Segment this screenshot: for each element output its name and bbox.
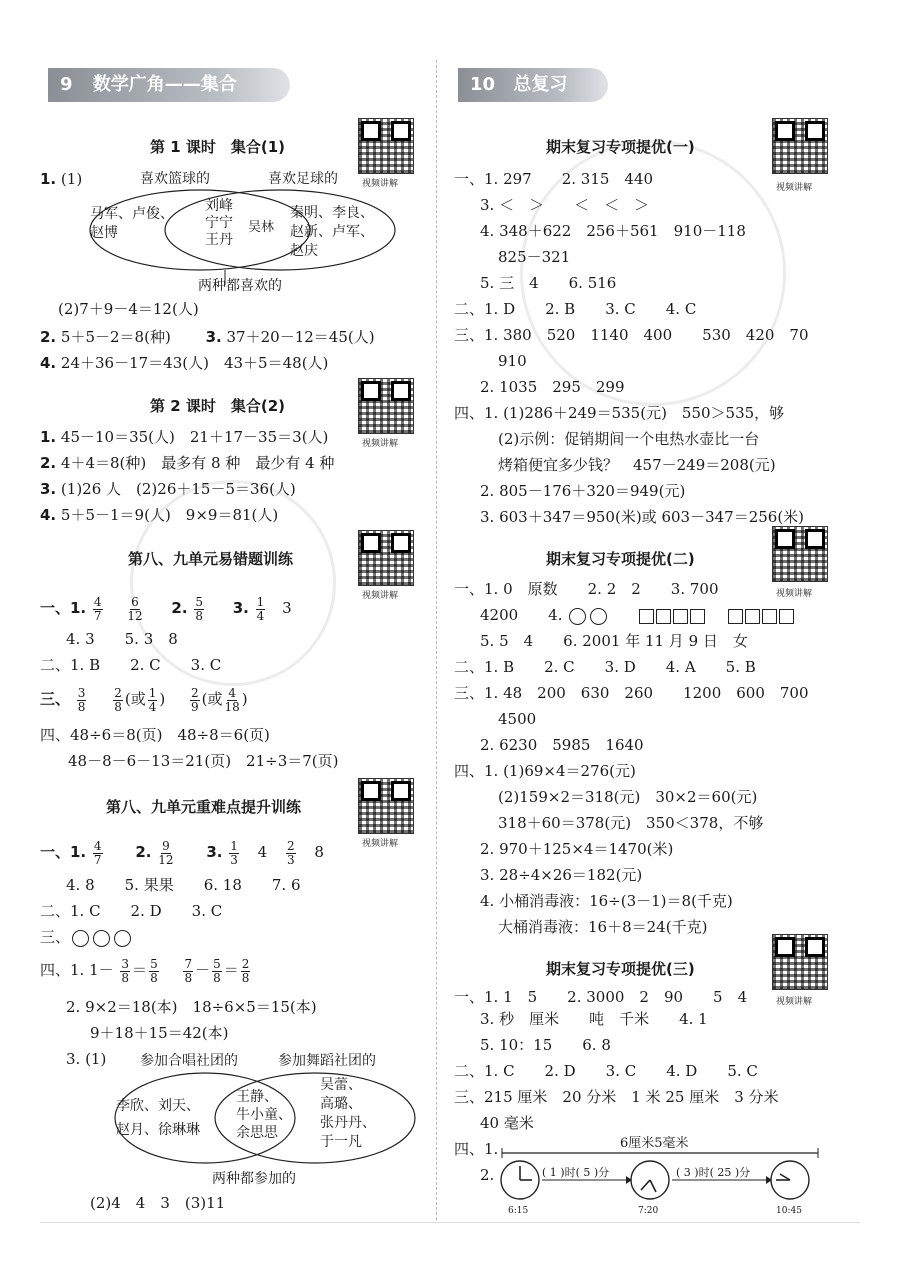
venn-intersection: 刘峰 宁宁 王丹 (205, 198, 233, 248)
fraction: $\frac{2}{9}$ (191, 685, 199, 714)
q-number: 2. (135, 843, 152, 861)
square-icon (639, 609, 654, 624)
q-sub: (1) (60, 170, 83, 188)
answer-line: 5. 5 4 6. 2001 年 11 月 9 日 女 (480, 632, 748, 650)
fraction: $\frac{1}{4}$ (148, 685, 157, 714)
square-icon (656, 609, 671, 624)
answer-line: 二、1. B 2. C 3. D 4. A 5. B (454, 658, 756, 676)
square-icon (728, 609, 743, 624)
qr-caption: 视频讲解 (776, 183, 813, 193)
fraction: $\frac{2}{3}$ (287, 838, 295, 867)
banner-number: 10 (470, 74, 496, 95)
answer-line: 三、1. 380 520 1140 400 530 420 70 (454, 326, 809, 344)
fraction: $\frac{7}{8}$ (184, 956, 193, 985)
section-title: 第八、九单元易错题训练 (128, 550, 294, 568)
fraction: $\frac{2}{8}$ (241, 956, 250, 985)
answer-line: 三、1. 48 200 630 260 1200 600 700 (454, 684, 809, 702)
answer-line: 一、1. 297 2. 315 440 (454, 170, 654, 188)
venn-left-title: 喜欢篮球的 (140, 171, 210, 187)
answer-line: 9＋18＋15＝42(本) (90, 1024, 229, 1042)
answer-line: 5. 三 4 6. 516 (480, 274, 617, 292)
qr-caption: 视频讲解 (362, 439, 399, 449)
fraction: $\frac{4}{18}$ (224, 685, 240, 714)
q-number: 3. (232, 599, 249, 617)
fraction: $\frac{6}{12}$ (127, 594, 143, 623)
elapsed-label: ( 3 )时( 25 )分 (676, 1166, 751, 1179)
circle-icon (569, 608, 586, 625)
answer-line: 四、48÷6＝8(页) 48÷8＝6(页) (40, 726, 270, 744)
answer-line: 一、1. 0 原数 2. 2 2 3. 700 (454, 580, 719, 598)
answer-line: 318＋60＝378(元) 350＜378，不够 (498, 814, 764, 832)
chapter-banner-10 (458, 68, 608, 102)
venn-left-set: 李欣、刘天、 赵月、徐琳琳 (116, 1098, 200, 1138)
answer-line: 4. 小桶消毒液：16÷(3－1)＝8(千克) (480, 892, 733, 910)
qr-caption: 视频讲解 (776, 589, 813, 599)
answer-text: 4200 4. (480, 606, 563, 624)
footer-rule (40, 1222, 860, 1223)
answer-text: 3 (282, 599, 292, 617)
section-title: 第 2 课时 集合(2) (150, 397, 286, 415)
fraction: $\frac{2}{8}$ (114, 685, 122, 714)
banner-title: 总复习 (513, 74, 568, 95)
venn-bottom-label: 两种都喜欢的 (198, 278, 282, 294)
square-icon (690, 609, 705, 624)
venn-right-set: 吴蕾、 高璐、 张丹丹、 于一凡 (320, 1077, 376, 1150)
fraction: $\frac{4}{7}$ (93, 594, 102, 623)
qr-code-icon[interactable] (772, 934, 828, 990)
section-title: 第八、九单元重难点提升训练 (106, 798, 302, 816)
answer-line: 5. 10：15 6. 8 (480, 1036, 611, 1054)
qr-code-icon[interactable] (772, 118, 828, 174)
answer-line: 45－10＝35(人) 21＋17－35＝3(人) (60, 428, 329, 446)
venn-intersection: 王静、 牛小童、 余思思 (236, 1089, 292, 1141)
answer-line: 2. 970＋125×4＝1470(米) (480, 840, 674, 858)
answer-line: 4. 8 5. 果果 6. 18 7. 6 (66, 876, 301, 894)
column-divider (436, 60, 437, 1220)
answer-line: 4. 3 5. 3 8 (66, 630, 178, 648)
q-number: 一、1. (40, 843, 87, 861)
fraction: $\frac{1}{4}$ (256, 594, 265, 623)
qr-code-icon[interactable] (358, 118, 414, 174)
section-title: 期末复习专项提优(一) (546, 138, 695, 156)
answer-line: 4500 (498, 710, 537, 728)
qr-code-icon[interactable] (358, 778, 414, 834)
answer-line: 5＋5－1＝9(人) 9×9＝81(人) (60, 506, 279, 524)
answer-line: 40 毫米 (480, 1114, 534, 1132)
answer-line: (2)7＋9－4＝12(人) (58, 300, 199, 318)
answer-line: 2. 805－176＋320＝949(元) (480, 482, 686, 500)
answer-line: 3. 28÷4×26＝182(元) (480, 866, 643, 884)
answer-line: (2)示例：促销期间一个电热水壶比一台 (498, 430, 760, 448)
qr-caption: 视频讲解 (776, 997, 813, 1007)
q-number: 三、 (40, 690, 71, 708)
left-column: 9 数学广角——集合 第 1 课时 集合(1) 视频讲解 1. (1) 喜欢篮球的 喜欢足球的 马军、卢俊、 赵博 刘峰 宁宁 王丹 吴林 秦明、李良、 赵新、卢军、 赵庆 两种都喜欢的 (2)7＋9－4＝12(人) 2. 5＋5－2＝8(种) 3. 37＋20－12＝45(人) 4. 24＋36－17＝43(人) 43＋5＝48(人) 第 2 课时 集合(2) 视频讲解 1. 45－10＝35(人) 21＋17－35＝3(人) 2. 4＋4＝8(种) 最多有 8 种 最少有 4 种 3. (1)26 人 (2)26＋15－5＝36(人) 4. 5＋5－1＝9(人) 9×9＝81(人) 第八、九单元易错题训练 视频讲解 一、1. $\frac{4}{7}$ $\frac{6}{12}$ 2. $\frac{5}{8}$ 3. $\frac{1}{4}$ 3 4. 3 5. 3 8 二、1. B 2. C 3. C 三、 $\frac{3}{8}$ $\frac{2}{8}$ (或 $\frac{1}{4}$ ) $\frac{2}{9}$ (或 $\frac{4}{18}$ ) 四、48÷6＝8(页) 48÷8＝6(页) 48－8－6－13＝21(页) 21÷3＝7(页) 第八、九单元重难点提升训练 视频讲解 一、1. $\frac{4}{7}$ 2. $\frac{9}{12}$ 3. $\frac{1}{3}$ 4 $\frac{2}{3}$ 8 4. 8 5. 果果 6. 18 7. 6 二、1. C 2. D 3. C 三、 四、1. 1－ $\frac{3}{8}$ ＝ $\frac{5}{8}$ $\frac{7}{8}$ － $\frac{5}{8}$ ＝ $\frac{2}{8}$ 2. 9×2＝18(本) 18÷6×5＝15(本) 9＋18＋15＝42(本) 3. (1) 参加合唱社团的 参加舞蹈社团的 李欣、刘天、 赵月、徐琳琳 王静、 牛小童、 余思思 吴蕾、 高璐、 张丹丹、 于一凡 两种都参加的 (2)4 4 3 (3)11 (0, 0, 430, 1240)
answer-line: 四、1. (454, 1140, 499, 1158)
answer-text: 24＋36－17＝43(人) 43＋5＝48(人) (60, 354, 329, 372)
venn-bottom-label: 两种都参加的 (212, 1171, 296, 1187)
answer-line: 3. ＜ ＞ ＜ ＜ ＞ (480, 196, 650, 214)
qr-caption: 视频讲解 (362, 839, 399, 849)
qr-caption: 视频讲解 (362, 179, 399, 189)
banner-title: 数学广角——集合 (92, 74, 237, 95)
answer-line: 烤箱便宜多少钱？ 457－249＝208(元) (498, 456, 776, 474)
banner-number: 9 (60, 74, 73, 95)
q-number: 1. (40, 170, 57, 188)
answer-line: 2. 6230 5985 1640 (480, 736, 644, 754)
q-number: 3. (206, 843, 223, 861)
qr-code-icon[interactable] (772, 526, 828, 582)
fraction: $\frac{1}{3}$ (230, 838, 238, 867)
venn-left-set: 马军、卢俊、 赵博 (90, 206, 174, 241)
circle-icon (114, 930, 131, 947)
answer-line: 大桶消毒液：16＋8＝24(千克) (498, 918, 708, 936)
answer-text: 四、1. 1－ (40, 961, 114, 979)
answer-line: 二、1. C 2. D 3. C 4. D 5. C (454, 1062, 758, 1080)
venn-right-title: 参加舞蹈社团的 (278, 1053, 376, 1069)
answer-line: (2)159×2＝318(元) 30×2＝60(元) (498, 788, 758, 806)
fraction: $\frac{4}{7}$ (93, 838, 102, 867)
circle-icon (72, 930, 89, 947)
answer-line: 825－321 (498, 248, 571, 266)
answer-line: (2)4 4 3 (3)11 (90, 1194, 226, 1212)
venn-right-title: 喜欢足球的 (268, 171, 338, 187)
answer-line: 一、1. 1 5 2. 3000 2 90 5 4 (454, 988, 748, 1006)
fraction: $\frac{5}{8}$ (213, 956, 221, 985)
answer-line: 4＋4＝8(种) 最多有 8 种 最少有 4 种 (60, 454, 335, 472)
venn-left-title: 参加合唱社团的 (140, 1053, 238, 1069)
qr-code-icon[interactable] (358, 530, 414, 586)
answer-text: 5＋5－2＝8(种) (60, 328, 171, 346)
square-icon (762, 609, 777, 624)
clock-time: 6:15 (508, 1206, 529, 1216)
clock-time: 10:45 (776, 1206, 802, 1216)
answer-line: 二、1. B 2. C 3. C (40, 656, 222, 674)
answer-line: 2. 9×2＝18(本) 18÷6×5＝15(本) (66, 998, 317, 1016)
section-title: 第 1 课时 集合(1) (150, 138, 286, 156)
answer-line: 2. 1035 295 299 (480, 378, 625, 396)
answer-text: 37＋20－12＝45(人) (226, 328, 375, 346)
answer-line: 二、1. C 2. D 3. C (40, 902, 223, 920)
fraction: $\frac{3}{8}$ (121, 956, 130, 985)
answer-line: 四、1. (1)286＋249＝535(元) 550＞535，够 (454, 404, 785, 422)
square-icon (673, 609, 688, 624)
elapsed-label: ( 1 )时( 5 )分 (542, 1166, 610, 1179)
section-title: 期末复习专项提优(二) (546, 550, 695, 568)
venn-right-set: 秦明、李良、 赵新、卢军、 赵庆 (290, 205, 374, 259)
square-icon (779, 609, 794, 624)
answer-line: 四、1. (1)69×4＝276(元) (454, 762, 636, 780)
section-title: 期末复习专项提优(三) (546, 960, 695, 978)
answer-line: (1)26 人 (2)26＋15－5＝36(人) (60, 480, 296, 498)
right-column (450, 0, 890, 1240)
answer-line: 三、215 厘米 20 分米 1 米 25 厘米 3 分米 (454, 1088, 779, 1106)
answer-line: 三、 (40, 928, 71, 946)
qr-caption: 视频讲解 (362, 591, 399, 601)
circle-icon (93, 930, 110, 947)
fraction: $\frac{9}{12}$ (158, 838, 174, 867)
answer-line: 二、1. D 2. B 3. C 4. C (454, 300, 697, 318)
qr-code-icon[interactable] (358, 378, 414, 434)
ruler-line (500, 1148, 820, 1158)
venn-intersection-extra: 吴林 (248, 220, 275, 235)
q-number: 一、1. (40, 599, 87, 617)
answer-line: 3. (1) (66, 1050, 107, 1068)
square-icon (745, 609, 760, 624)
q-number: 4. (40, 354, 57, 372)
ruler-label: 6厘米5毫米 (620, 1136, 689, 1151)
fraction: $\frac{5}{8}$ (195, 594, 203, 623)
circle-icon (590, 608, 607, 625)
clock-time: 7:20 (638, 1206, 659, 1216)
answer-line: 4. 348＋622 256＋561 910－118 (480, 222, 746, 240)
fraction: $\frac{3}{8}$ (77, 685, 86, 714)
q-number: 2. (171, 599, 188, 617)
q-number: 2. (40, 328, 57, 346)
answer-line: 3. 秒 厘米 吨 千米 4. 1 (480, 1010, 708, 1028)
answer-line: 48－8－6－13＝21(页) 21÷3＝7(页) (68, 752, 339, 770)
q-number: 3. (205, 328, 222, 346)
fraction: $\frac{5}{8}$ (150, 956, 158, 985)
answer-line: 3. 603＋347＝950(米)或 603－347＝256(米) (480, 508, 805, 526)
answer-line: 2. (480, 1166, 495, 1184)
answer-line: 910 (498, 352, 527, 370)
chapter-banner-9 (48, 68, 290, 102)
